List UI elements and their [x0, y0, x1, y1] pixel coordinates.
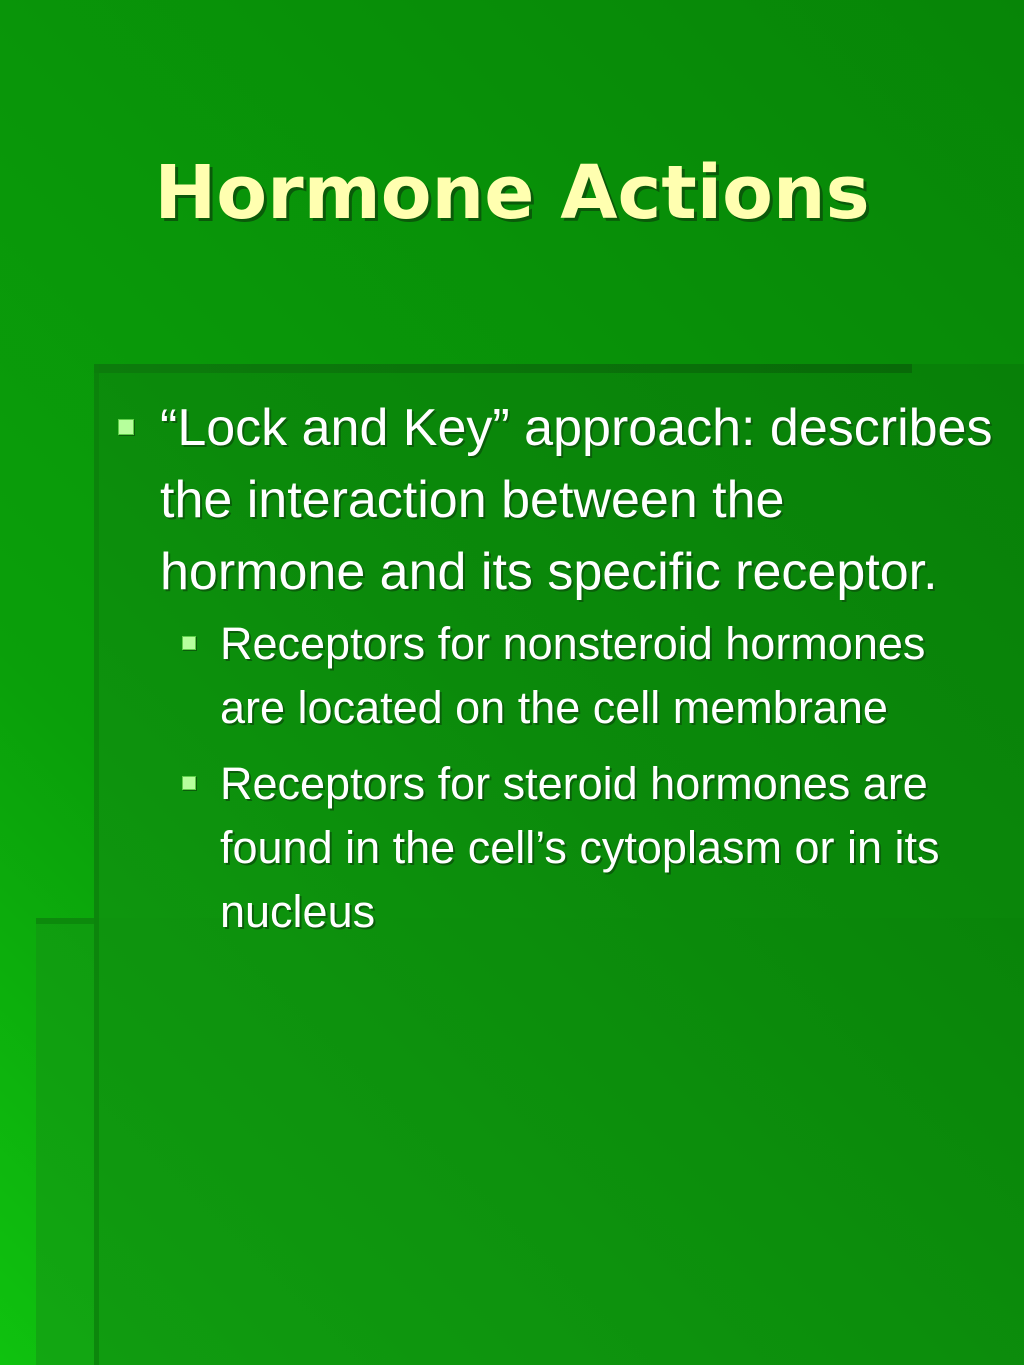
slide-content: [110, 392, 1000, 956]
slide-title: Hormone Actions: [154, 150, 870, 236]
subbullet-text: Receptors for nonsteroid hormones are located on the cell membrane: [220, 618, 926, 733]
background-panel-lower-inner: [94, 918, 1024, 1365]
subbullet-item-nonsteroid: [160, 612, 1000, 740]
background-panel-upper-edge: [94, 364, 912, 373]
square-bullet-icon: [118, 419, 134, 435]
background-panel-side-line: [94, 364, 99, 1365]
bullet-item-lock-and-key: [110, 392, 1000, 608]
square-bullet-icon: [182, 636, 196, 650]
bullet-text: “Lock and Key” approach: describes the interaction between the hormone and its specific receptor.: [160, 399, 993, 601]
subbullet-item-steroid: [160, 752, 1000, 944]
square-bullet-icon: [182, 776, 196, 790]
subbullet-text: Receptors for steroid hormones are found in the cell’s cytoplasm or in its nucleus: [220, 758, 940, 937]
